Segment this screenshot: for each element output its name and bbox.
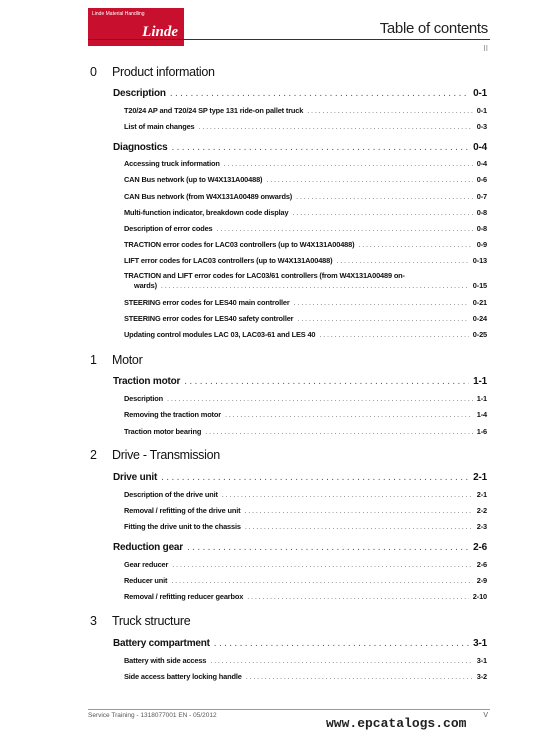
- entry-label: Removal / refitting reducer gearbox: [124, 592, 244, 601]
- entry-label: STEERING error codes for LES40 safety controller: [124, 314, 294, 323]
- entry-label: CAN Bus network (up to W4X131A00488): [124, 175, 263, 184]
- toc-entry[interactable]: [124, 394, 487, 403]
- toc-entry[interactable]: [124, 560, 487, 569]
- leader-dots: [167, 394, 473, 403]
- toc-entry[interactable]: [124, 656, 487, 665]
- header-divider: [88, 39, 490, 40]
- toc-section[interactable]: [113, 376, 487, 387]
- chapter-number: 0: [90, 65, 97, 79]
- toc-entry[interactable]: [124, 592, 487, 601]
- toc-entry[interactable]: [124, 224, 487, 233]
- entry-label: CAN Bus network (from W4X131A00489 onwards): [124, 192, 293, 201]
- leader-dots: [294, 298, 469, 307]
- toc-entry[interactable]: [124, 240, 487, 249]
- entry-page: 2-6: [476, 560, 487, 569]
- entry-label-continued: wards): [134, 281, 157, 290]
- leader-dots: [245, 522, 473, 531]
- chapter-number: 2: [90, 448, 97, 462]
- entry-page: 0-25: [472, 330, 487, 339]
- footer-page-number: V: [483, 712, 488, 719]
- leader-dots: [171, 576, 472, 585]
- leader-dots: [247, 592, 469, 601]
- leader-dots: [222, 490, 473, 499]
- toc-entry[interactable]: [124, 490, 487, 499]
- chapter-title: Truck structure: [112, 614, 191, 628]
- leader-dots: [358, 240, 472, 249]
- toc-section[interactable]: [113, 142, 487, 153]
- leader-dots: [225, 410, 473, 419]
- entry-page: 0-15: [472, 281, 487, 290]
- toc-entry[interactable]: [124, 506, 487, 515]
- chapter-title: Motor: [112, 353, 143, 367]
- entry-label: Traction motor bearing: [124, 427, 202, 436]
- entry-page: 3-1: [476, 656, 487, 665]
- entry-label: Fitting the drive unit to the chassis: [124, 522, 241, 531]
- entry-label: Multi-function indicator, breakdown code display: [124, 208, 289, 217]
- section-page: 3-1: [473, 638, 487, 649]
- section-label: Drive unit: [113, 472, 158, 483]
- leader-dots: [246, 672, 473, 681]
- section-label: Reduction gear: [113, 542, 183, 553]
- section-label: Battery compartment: [113, 638, 210, 649]
- entry-label: TRACTION and LIFT error codes for LAC03/61 controllers (from W4X131A00489 on-: [124, 271, 405, 280]
- section-label: Description: [113, 88, 166, 99]
- entry-label: Gear reducer: [124, 560, 169, 569]
- entry-page: 0-21: [472, 298, 487, 307]
- leader-dots: [297, 314, 468, 323]
- page-tag: II: [483, 44, 488, 53]
- entry-label: T20/24 AP and T20/24 SP type 131 ride-on pallet truck: [124, 106, 304, 115]
- chapter-number: 3: [90, 614, 97, 628]
- entry-page: 1-4: [476, 410, 487, 419]
- toc-entry[interactable]: [124, 427, 487, 436]
- watermark: www.epcatalogs.com: [326, 716, 467, 731]
- section-page: 2-6: [473, 542, 487, 553]
- entry-label: Description of error codes: [124, 224, 213, 233]
- entry-page: 2-2: [476, 506, 487, 515]
- leader-dots: [161, 281, 469, 291]
- entry-page: 0-6: [476, 175, 487, 184]
- logo-brand-text: Linde Material Handling: [92, 11, 145, 17]
- chapter-heading[interactable]: [90, 448, 220, 462]
- entry-label: List of main changes: [124, 122, 195, 131]
- section-label: Diagnostics: [113, 142, 168, 153]
- section-label: Traction motor: [113, 376, 181, 387]
- toc-entry[interactable]: [124, 522, 487, 531]
- toc-section[interactable]: [113, 472, 487, 483]
- toc-section[interactable]: [113, 88, 487, 99]
- chapter-title: Drive - Transmission: [112, 448, 220, 462]
- entry-page: 2-1: [476, 490, 487, 499]
- toc-entry[interactable]: [124, 175, 487, 184]
- leader-dots: [224, 159, 473, 168]
- leader-dots: [296, 192, 473, 201]
- section-page: 1-1: [473, 376, 487, 387]
- leader-dots: [336, 256, 468, 265]
- leader-dots: [170, 88, 469, 99]
- entry-label: Description: [124, 394, 164, 403]
- chapter-heading[interactable]: [90, 65, 215, 79]
- leader-dots: [172, 560, 473, 569]
- toc-entry[interactable]: [124, 576, 487, 585]
- leader-dots: [205, 427, 473, 436]
- entry-page: 1-6: [476, 427, 487, 436]
- section-page: 0-1: [473, 88, 487, 99]
- page-title: Table of contents: [379, 20, 488, 37]
- entry-label: LIFT error codes for LAC03 controllers (up to W4X131A00488): [124, 256, 333, 265]
- entry-label: Removing the traction motor: [124, 410, 221, 419]
- footer-divider: [88, 709, 490, 710]
- leader-dots: [217, 224, 473, 233]
- entry-page: 0-9: [476, 240, 487, 249]
- entry-page: 2-10: [472, 592, 487, 601]
- leader-dots: [244, 506, 472, 515]
- entry-page: 0-7: [476, 192, 487, 201]
- entry-label: Accessing truck information: [124, 159, 220, 168]
- toc-entry[interactable]: [124, 256, 487, 265]
- entry-label: STEERING error codes for LES40 main controller: [124, 298, 290, 307]
- leader-dots: [199, 122, 473, 131]
- chapter-heading[interactable]: [90, 614, 190, 628]
- entry-page: 3-2: [476, 672, 487, 681]
- entry-page: 0-4: [476, 159, 487, 168]
- toc-entry[interactable]: [124, 159, 487, 168]
- toc-entry[interactable]: [124, 271, 487, 291]
- toc-entry[interactable]: [124, 410, 487, 419]
- entry-page: 0-8: [476, 224, 487, 233]
- toc-entry[interactable]: [124, 672, 487, 681]
- leader-dots: [214, 638, 469, 649]
- entry-label: Updating control modules LAC 03, LAC03-61 and LES 40: [124, 330, 316, 339]
- leader-dots: [210, 656, 473, 665]
- entry-page: 0-24: [472, 314, 487, 323]
- chapter-title: Product information: [112, 65, 215, 79]
- leader-dots: [171, 142, 469, 153]
- entry-label: Description of the drive unit: [124, 490, 218, 499]
- toc-entry[interactable]: [124, 330, 487, 339]
- chapter-heading[interactable]: [90, 353, 142, 367]
- entry-page: 0-8: [476, 208, 487, 217]
- toc-entry[interactable]: [124, 208, 487, 217]
- entry-label: TRACTION error codes for LAC03 controllers (up to W4X131A00488): [124, 240, 355, 249]
- logo-wordmark: Linde: [142, 24, 178, 40]
- entry-label: Side access battery locking handle: [124, 672, 242, 681]
- linde-logo: [88, 8, 184, 46]
- toc-section[interactable]: [113, 638, 487, 649]
- toc-entry[interactable]: [124, 192, 487, 201]
- chapter-number: 1: [90, 353, 97, 367]
- leader-dots: [292, 208, 472, 217]
- toc-entry[interactable]: [124, 106, 487, 115]
- entry-page: 0-1: [476, 106, 487, 115]
- leader-dots: [184, 376, 469, 387]
- leader-dots: [187, 542, 469, 553]
- leader-dots: [307, 106, 473, 115]
- toc-entry[interactable]: [124, 298, 487, 307]
- section-page: 2-1: [473, 472, 487, 483]
- toc-entry[interactable]: [124, 122, 487, 131]
- entry-page: 0-13: [472, 256, 487, 265]
- leader-dots: [266, 175, 472, 184]
- entry-label: Battery with side access: [124, 656, 207, 665]
- entry-label: Removal / refitting of the drive unit: [124, 506, 241, 515]
- leader-dots: [319, 330, 468, 339]
- entry-page: 1-1: [476, 394, 487, 403]
- entry-page: 2-3: [476, 522, 487, 531]
- section-page: 0-4: [473, 142, 487, 153]
- toc-section[interactable]: [113, 542, 487, 553]
- footer-text: Service Training - 1318077001 EN - 05/2012: [88, 712, 217, 719]
- toc-entry[interactable]: [124, 314, 487, 323]
- entry-page: 0-3: [476, 122, 487, 131]
- entry-label: Reducer unit: [124, 576, 168, 585]
- entry-page: 2-9: [476, 576, 487, 585]
- leader-dots: [161, 472, 469, 483]
